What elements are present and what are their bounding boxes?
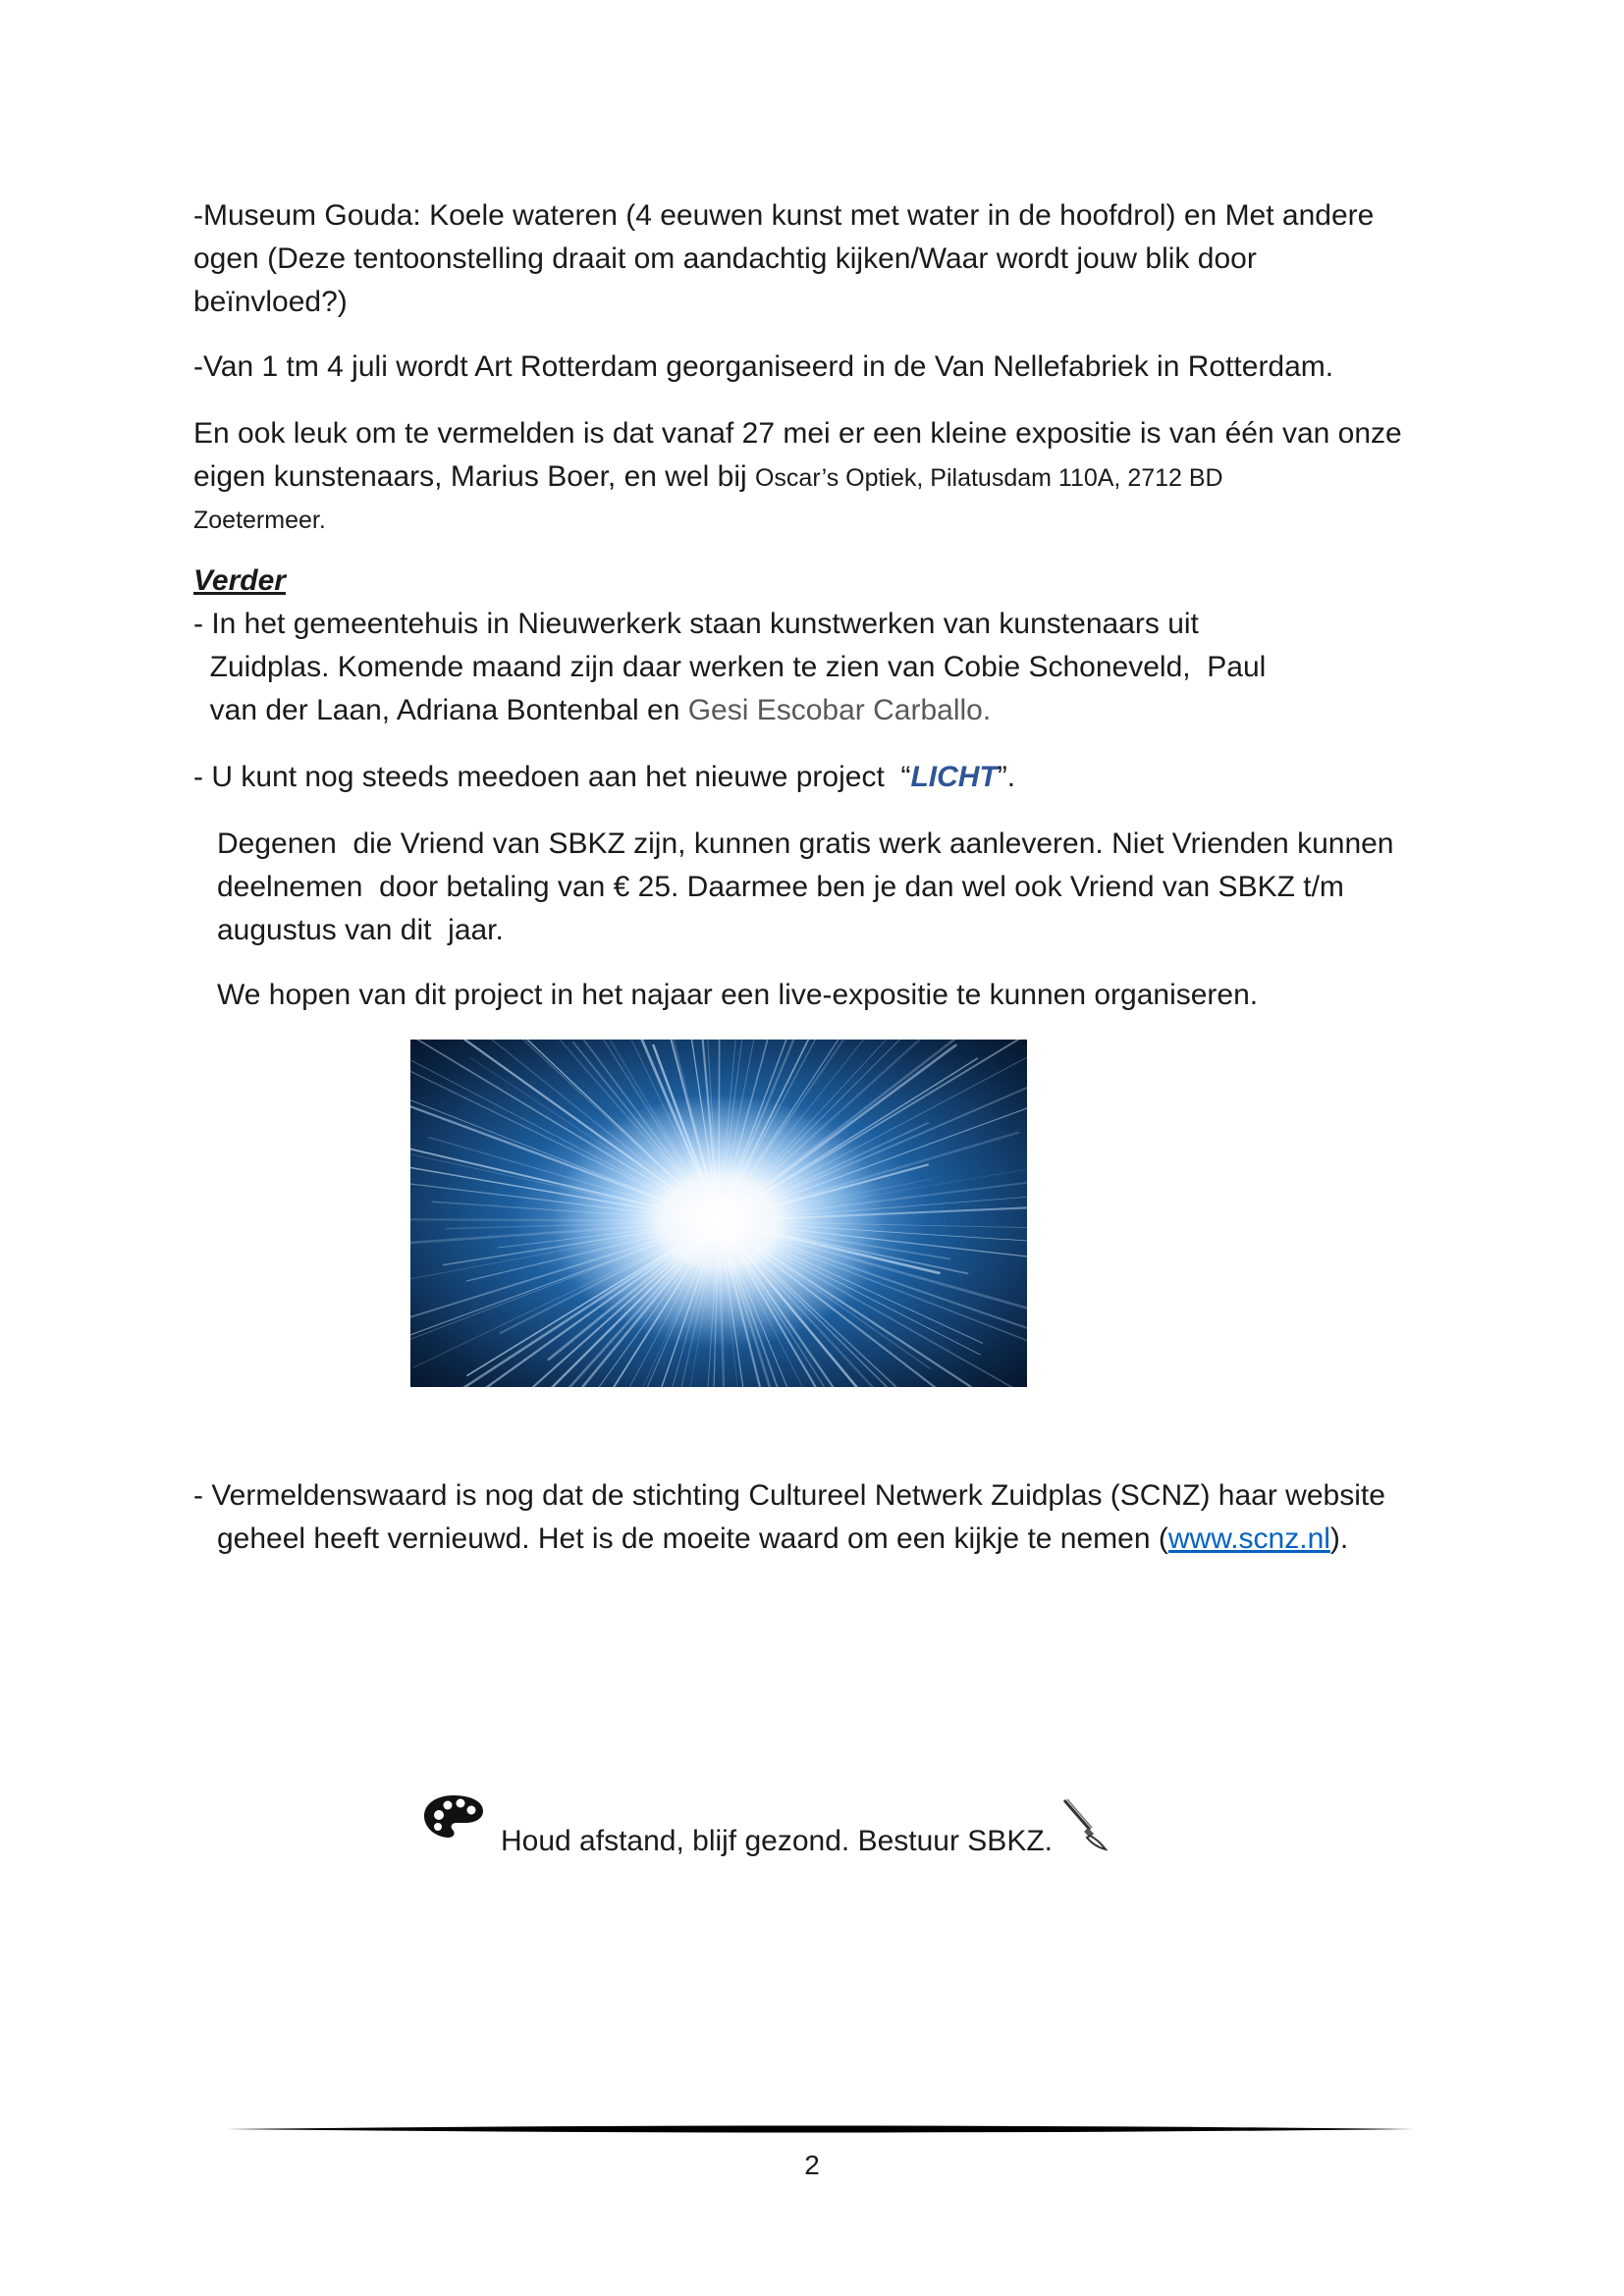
gemeentehuis-line-3 — [193, 689, 991, 732]
closing-line: Houd afstand, blijf gezond. Bestuur SBKZ. — [501, 1825, 1053, 1857]
project-prefix: - U kunt nog steeds meedoen aan het nieuwe project “ — [193, 761, 911, 793]
gemeentehuis-line-2: Zuidplas. Komende maand zijn daar werken te zien van Cobie Schoneveld, Paul — [193, 651, 1267, 683]
hope-line: We hopen van dit project in het najaar een live-expositie te kunnen organiseren. — [217, 979, 1259, 1011]
paintbrush-icon — [1060, 1796, 1111, 1851]
art-rotterdam-line: -Van 1 tm 4 juli wordt Art Rotterdam georganiseerd in de Van Nellefabriek in Rotterdam. — [193, 350, 1334, 383]
palette-icon — [422, 1792, 485, 1842]
exhibition-line-2 — [193, 455, 1223, 500]
scnz-website-link[interactable]: www.scnz.nl — [1167, 1522, 1330, 1555]
project-name-licht: LICHT — [910, 761, 998, 793]
museum-line-1: -Museum Gouda: Koele wateren (4 eeuwen kunst met water in de hoofdrol) en Met andere — [193, 199, 1375, 232]
vriend-line-1: Degenen die Vriend van SBKZ zijn, kunnen gratis werk aanleveren. Niet Vrienden kunnen — [217, 828, 1394, 860]
section-heading-verder: Verder — [193, 564, 286, 597]
scnz-line-1: - Vermeldenswaard is nog dat de stichting Cultureel Netwerk Zuidplas (SCNZ) haar website — [193, 1479, 1385, 1512]
scnz-line-2-prefix: geheel heeft vernieuwd. Het is de moeite waard om een kijkje te nemen ( — [217, 1522, 1168, 1555]
exhibition-line-3: Zoetermeer. — [193, 507, 326, 534]
light-burst-image — [410, 1040, 1027, 1387]
exhibition-line-2-text: eigen kunstenaars, Marius Boer, en wel bij — [193, 460, 755, 493]
footer-divider — [226, 2124, 1414, 2134]
gemeentehuis-line-3-text: van der Laan, Adriana Bontenbal en — [193, 694, 688, 726]
exhibition-line-1: En ook leuk om te vermelden is dat vanaf 27 mei er een kleine expositie is van één van onze — [193, 417, 1402, 450]
project-suffix: ”. — [997, 761, 1016, 793]
scnz-line-2 — [217, 1518, 1348, 1561]
page-number: 2 — [804, 2150, 820, 2180]
vriend-line-3: augustus van dit jaar. — [217, 914, 504, 946]
vriend-line-2: deelnemen door betaling van € 25. Daarmee ben je dan wel ook Vriend van SBKZ t/m — [217, 871, 1344, 903]
museum-line-2: ogen (Deze tentoonstelling draait om aandachtig kijken/Waar wordt jouw blik door — [193, 242, 1257, 275]
scnz-line-2-suffix: ). — [1329, 1522, 1349, 1555]
artist-name-gesi: Gesi Escobar Carballo. — [687, 694, 992, 726]
museum-line-3: beïnvloed?) — [193, 286, 348, 318]
project-line — [193, 756, 1015, 799]
exhibition-address: Oscar’s Optiek, Pilatusdam 110A, 2712 BD — [754, 464, 1223, 492]
gemeentehuis-line-1: - In het gemeentehuis in Nieuwerkerk staan kunstwerken van kunstenaars uit — [193, 608, 1199, 640]
